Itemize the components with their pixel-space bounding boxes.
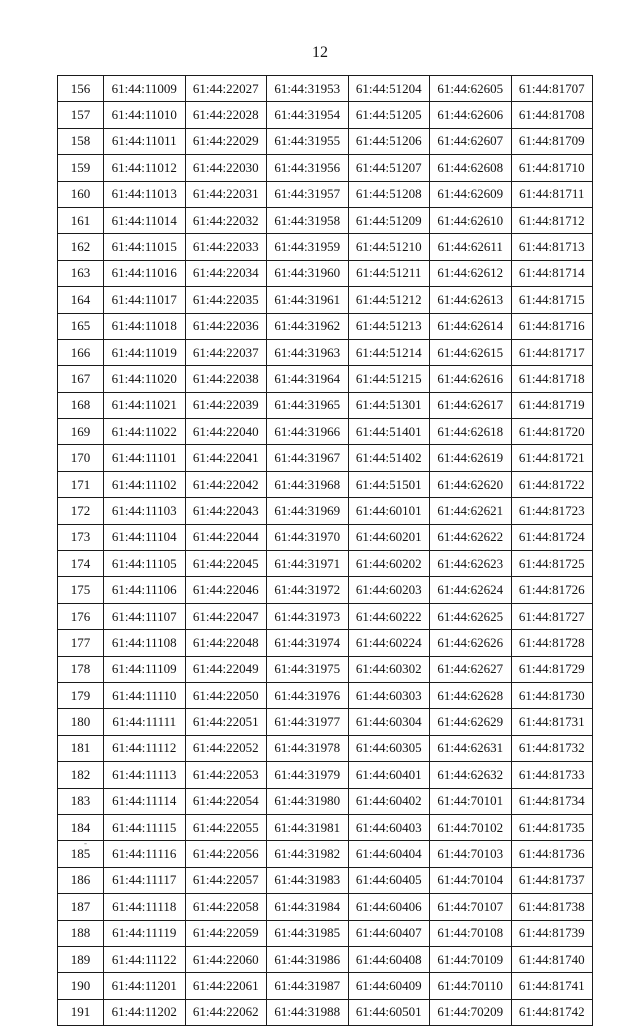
- code-cell: 61:44:62616: [430, 366, 512, 392]
- code-cell: 61:44:81735: [511, 814, 593, 840]
- code-cell: 61:44:81737: [511, 867, 593, 893]
- row-number-cell: 176: [58, 603, 104, 629]
- row-number-cell: 157: [58, 102, 104, 128]
- code-cell: 61:44:22040: [185, 419, 267, 445]
- code-cell: 61:44:81712: [511, 207, 593, 233]
- code-cell: 61:44:22041: [185, 445, 267, 471]
- code-cell: 61:44:51213: [348, 313, 430, 339]
- code-cell: 61:44:81726: [511, 577, 593, 603]
- code-cell: 61:44:22037: [185, 339, 267, 365]
- code-cell: 61:44:51207: [348, 155, 430, 181]
- code-cell: 61:44:11012: [104, 155, 186, 181]
- code-cell: 61:44:81709: [511, 128, 593, 154]
- row-number-cell: 187: [58, 894, 104, 920]
- code-cell: 61:44:81723: [511, 498, 593, 524]
- code-cell: 61:44:70109: [430, 946, 512, 972]
- code-cell: 61:44:22034: [185, 260, 267, 286]
- table-row: [58, 999, 593, 1025]
- code-cell: 61:44:11011: [104, 128, 186, 154]
- code-cell: 61:44:60302: [348, 656, 430, 682]
- code-cell: 61:44:11115: [104, 814, 186, 840]
- code-cell: 61:44:31966: [267, 419, 349, 445]
- table-row: [58, 814, 593, 840]
- code-cell: 61:44:11019: [104, 339, 186, 365]
- code-cell: 61:44:31976: [267, 682, 349, 708]
- code-cell: 61:44:62620: [430, 471, 512, 497]
- code-cell: 61:44:62607: [430, 128, 512, 154]
- code-cell: 61:44:22028: [185, 102, 267, 128]
- code-cell: 61:44:11119: [104, 920, 186, 946]
- code-cell: 61:44:31962: [267, 313, 349, 339]
- code-cell: 61:44:81715: [511, 287, 593, 313]
- table-row: [58, 788, 593, 814]
- table-row: [58, 709, 593, 735]
- code-cell: 61:44:81728: [511, 630, 593, 656]
- code-cell: 61:44:31964: [267, 366, 349, 392]
- table-row: [58, 630, 593, 656]
- code-cell: 61:44:22062: [185, 999, 267, 1025]
- code-cell: 61:44:62626: [430, 630, 512, 656]
- code-cell: 61:44:11108: [104, 630, 186, 656]
- row-number-cell: 162: [58, 234, 104, 260]
- code-cell: 61:44:62611: [430, 234, 512, 260]
- code-cell: 61:44:62623: [430, 551, 512, 577]
- code-cell: 61:44:11113: [104, 762, 186, 788]
- table-body: [58, 76, 593, 1026]
- table-row: [58, 524, 593, 550]
- code-cell: 61:44:31971: [267, 551, 349, 577]
- row-number-cell: 166: [58, 339, 104, 365]
- row-number-cell: 161: [58, 207, 104, 233]
- row-number-cell: 185: [58, 841, 104, 867]
- code-cell: 61:44:81729: [511, 656, 593, 682]
- row-number-cell: 164: [58, 287, 104, 313]
- code-cell: 61:44:62614: [430, 313, 512, 339]
- code-cell: 61:44:51301: [348, 392, 430, 418]
- row-number-cell: 169: [58, 419, 104, 445]
- code-cell: 61:44:62613: [430, 287, 512, 313]
- code-cell: 61:44:62624: [430, 577, 512, 603]
- code-cell: 61:44:11118: [104, 894, 186, 920]
- row-number-cell: 170: [58, 445, 104, 471]
- code-cell: 61:44:51209: [348, 207, 430, 233]
- code-cell: 61:44:60404: [348, 841, 430, 867]
- code-cell: 61:44:31963: [267, 339, 349, 365]
- code-cell: 61:44:51212: [348, 287, 430, 313]
- code-cell: 61:44:11122: [104, 946, 186, 972]
- code-cell: 61:44:31954: [267, 102, 349, 128]
- row-number-cell: 163: [58, 260, 104, 286]
- code-cell: 61:44:22054: [185, 788, 267, 814]
- code-cell: 61:44:81741: [511, 973, 593, 999]
- code-cell: 61:44:22058: [185, 894, 267, 920]
- code-cell: 61:44:31981: [267, 814, 349, 840]
- code-cell: 61:44:81734: [511, 788, 593, 814]
- row-number-cell: 181: [58, 735, 104, 761]
- code-cell: 61:44:22047: [185, 603, 267, 629]
- row-number-cell: 175: [58, 577, 104, 603]
- code-cell: 61:44:11020: [104, 366, 186, 392]
- code-cell: 61:44:60201: [348, 524, 430, 550]
- code-cell: 61:44:22033: [185, 234, 267, 260]
- code-cell: 61:44:62619: [430, 445, 512, 471]
- code-cell: 61:44:22039: [185, 392, 267, 418]
- table-row: [58, 260, 593, 286]
- code-cell: 61:44:11014: [104, 207, 186, 233]
- table-row: [58, 656, 593, 682]
- code-cell: 61:44:11201: [104, 973, 186, 999]
- row-number-cell: 190: [58, 973, 104, 999]
- code-cell: 61:44:81725: [511, 551, 593, 577]
- code-cell: 61:44:11015: [104, 234, 186, 260]
- code-cell: 61:44:31961: [267, 287, 349, 313]
- code-cell: 61:44:51402: [348, 445, 430, 471]
- code-cell: 61:44:62605: [430, 76, 512, 102]
- code-cell: 61:44:22030: [185, 155, 267, 181]
- code-cell: 61:44:11009: [104, 76, 186, 102]
- row-number-cell: 178: [58, 656, 104, 682]
- row-number-cell: 179: [58, 682, 104, 708]
- code-cell: 61:44:11117: [104, 867, 186, 893]
- code-cell: 61:44:81718: [511, 366, 593, 392]
- table-row: [58, 577, 593, 603]
- code-cell: 61:44:31974: [267, 630, 349, 656]
- code-cell: 61:44:51205: [348, 102, 430, 128]
- code-cell: 61:44:11013: [104, 181, 186, 207]
- code-cell: 61:44:62625: [430, 603, 512, 629]
- code-cell: 61:44:60409: [348, 973, 430, 999]
- code-cell: 61:44:81713: [511, 234, 593, 260]
- code-cell: 61:44:11110: [104, 682, 186, 708]
- code-cell: 61:44:62612: [430, 260, 512, 286]
- code-cell: 61:44:62618: [430, 419, 512, 445]
- code-cell: 61:44:62629: [430, 709, 512, 735]
- code-cell: 61:44:11112: [104, 735, 186, 761]
- code-cell: 61:44:60401: [348, 762, 430, 788]
- code-cell: 61:44:81730: [511, 682, 593, 708]
- code-cell: 61:44:81740: [511, 946, 593, 972]
- code-cell: 61:44:31958: [267, 207, 349, 233]
- code-cell: 61:44:70108: [430, 920, 512, 946]
- code-cell: 61:44:31983: [267, 867, 349, 893]
- code-cell: 61:44:31987: [267, 973, 349, 999]
- code-cell: 61:44:62621: [430, 498, 512, 524]
- row-number-cell: 173: [58, 524, 104, 550]
- code-cell: 61:44:11111: [104, 709, 186, 735]
- row-number-cell: 183: [58, 788, 104, 814]
- code-cell: 61:44:22035: [185, 287, 267, 313]
- code-cell: 61:44:22036: [185, 313, 267, 339]
- code-cell: 61:44:81736: [511, 841, 593, 867]
- code-cell: 61:44:60222: [348, 603, 430, 629]
- code-cell: 61:44:22048: [185, 630, 267, 656]
- code-cell: 61:44:70209: [430, 999, 512, 1025]
- row-number-cell: 165: [58, 313, 104, 339]
- code-cell: 61:44:81717: [511, 339, 593, 365]
- code-cell: 61:44:22049: [185, 656, 267, 682]
- code-cell: 61:44:70104: [430, 867, 512, 893]
- code-cell: 61:44:31970: [267, 524, 349, 550]
- table-row: [58, 207, 593, 233]
- cadastral-quarters-table: [57, 75, 593, 1026]
- code-cell: 61:44:31955: [267, 128, 349, 154]
- code-cell: 61:44:11103: [104, 498, 186, 524]
- code-cell: 61:44:81742: [511, 999, 593, 1025]
- row-number-cell: 156: [58, 76, 104, 102]
- code-cell: 61:44:11107: [104, 603, 186, 629]
- code-cell: 61:44:11109: [104, 656, 186, 682]
- code-cell: 61:44:11101: [104, 445, 186, 471]
- table-row: [58, 471, 593, 497]
- code-cell: 61:44:62615: [430, 339, 512, 365]
- code-cell: 61:44:62617: [430, 392, 512, 418]
- code-cell: 61:44:31967: [267, 445, 349, 471]
- code-cell: 61:44:60101: [348, 498, 430, 524]
- row-number-cell: 182: [58, 762, 104, 788]
- code-cell: 61:44:51208: [348, 181, 430, 207]
- code-cell: 61:44:22027: [185, 76, 267, 102]
- code-cell: 61:44:31979: [267, 762, 349, 788]
- code-cell: 61:44:81714: [511, 260, 593, 286]
- code-cell: 61:44:22032: [185, 207, 267, 233]
- code-cell: 61:44:51215: [348, 366, 430, 392]
- code-cell: 61:44:22055: [185, 814, 267, 840]
- code-cell: 61:44:22060: [185, 946, 267, 972]
- stray-mark: ‑: [84, 838, 87, 848]
- code-cell: 61:44:62606: [430, 102, 512, 128]
- code-cell: 61:44:31969: [267, 498, 349, 524]
- code-cell: 61:44:60224: [348, 630, 430, 656]
- table-row: [58, 155, 593, 181]
- code-cell: 61:44:81722: [511, 471, 593, 497]
- row-number-cell: 160: [58, 181, 104, 207]
- table-row: [58, 551, 593, 577]
- code-cell: 61:44:22052: [185, 735, 267, 761]
- code-cell: 61:44:81739: [511, 920, 593, 946]
- code-cell: 61:44:81727: [511, 603, 593, 629]
- table-row: [58, 366, 593, 392]
- row-number-cell: 184: [58, 814, 104, 840]
- table-row: [58, 603, 593, 629]
- row-number-cell: 171: [58, 471, 104, 497]
- code-cell: 61:44:11022: [104, 419, 186, 445]
- code-cell: 61:44:22053: [185, 762, 267, 788]
- code-cell: 61:44:70110: [430, 973, 512, 999]
- row-number-cell: 180: [58, 709, 104, 735]
- code-cell: 61:44:62631: [430, 735, 512, 761]
- code-cell: 61:44:22046: [185, 577, 267, 603]
- code-cell: 61:44:81724: [511, 524, 593, 550]
- code-cell: 61:44:31959: [267, 234, 349, 260]
- code-cell: 61:44:22051: [185, 709, 267, 735]
- code-cell: 61:44:22050: [185, 682, 267, 708]
- code-cell: 61:44:31978: [267, 735, 349, 761]
- code-cell: 61:44:70103: [430, 841, 512, 867]
- table-row: [58, 946, 593, 972]
- row-number-cell: 158: [58, 128, 104, 154]
- code-cell: 61:44:81708: [511, 102, 593, 128]
- table-row: [58, 973, 593, 999]
- code-cell: 61:44:51210: [348, 234, 430, 260]
- code-cell: 61:44:11017: [104, 287, 186, 313]
- code-cell: 61:44:60408: [348, 946, 430, 972]
- code-cell: 61:44:22042: [185, 471, 267, 497]
- code-cell: 61:44:70101: [430, 788, 512, 814]
- table-row: [58, 841, 593, 867]
- row-number-cell: 186: [58, 867, 104, 893]
- table-row: [58, 498, 593, 524]
- table-row: [58, 128, 593, 154]
- table-row: [58, 735, 593, 761]
- code-cell: 61:44:31986: [267, 946, 349, 972]
- code-cell: 61:44:31957: [267, 181, 349, 207]
- code-cell: 61:44:70102: [430, 814, 512, 840]
- code-cell: 61:44:22044: [185, 524, 267, 550]
- code-cell: 61:44:11116: [104, 841, 186, 867]
- code-cell: 61:44:51206: [348, 128, 430, 154]
- code-cell: 61:44:70107: [430, 894, 512, 920]
- table-row: [58, 102, 593, 128]
- table-row: [58, 920, 593, 946]
- code-cell: 61:44:81711: [511, 181, 593, 207]
- code-cell: 61:44:11010: [104, 102, 186, 128]
- code-cell: 61:44:62632: [430, 762, 512, 788]
- code-cell: 61:44:31975: [267, 656, 349, 682]
- code-cell: 61:44:51204: [348, 76, 430, 102]
- code-cell: 61:44:60406: [348, 894, 430, 920]
- code-cell: 61:44:62628: [430, 682, 512, 708]
- code-cell: 61:44:31973: [267, 603, 349, 629]
- code-cell: 61:44:11202: [104, 999, 186, 1025]
- row-number-cell: 168: [58, 392, 104, 418]
- table-row: [58, 76, 593, 102]
- code-cell: 61:44:62627: [430, 656, 512, 682]
- row-number-cell: 167: [58, 366, 104, 392]
- code-cell: 61:44:60203: [348, 577, 430, 603]
- row-number-cell: 191: [58, 999, 104, 1025]
- code-cell: 61:44:51401: [348, 419, 430, 445]
- code-cell: 61:44:22029: [185, 128, 267, 154]
- row-number-cell: 189: [58, 946, 104, 972]
- code-cell: 61:44:31965: [267, 392, 349, 418]
- code-cell: 61:44:60305: [348, 735, 430, 761]
- code-cell: 61:44:31968: [267, 471, 349, 497]
- code-cell: 61:44:31977: [267, 709, 349, 735]
- code-cell: 61:44:22043: [185, 498, 267, 524]
- code-cell: 61:44:60402: [348, 788, 430, 814]
- code-cell: 61:44:11106: [104, 577, 186, 603]
- code-cell: 61:44:81738: [511, 894, 593, 920]
- code-cell: 61:44:11021: [104, 392, 186, 418]
- table-row: [58, 234, 593, 260]
- code-cell: 61:44:11018: [104, 313, 186, 339]
- table-row: [58, 762, 593, 788]
- table-row: [58, 419, 593, 445]
- code-cell: 61:44:62609: [430, 181, 512, 207]
- code-cell: 61:44:60202: [348, 551, 430, 577]
- code-cell: 61:44:60405: [348, 867, 430, 893]
- code-cell: 61:44:22061: [185, 973, 267, 999]
- code-cell: 61:44:81731: [511, 709, 593, 735]
- code-cell: 61:44:31953: [267, 76, 349, 102]
- code-cell: 61:44:11114: [104, 788, 186, 814]
- code-cell: 61:44:31982: [267, 841, 349, 867]
- table-row: [58, 867, 593, 893]
- code-cell: 61:44:81707: [511, 76, 593, 102]
- code-cell: 61:44:60407: [348, 920, 430, 946]
- code-cell: 61:44:81720: [511, 419, 593, 445]
- code-cell: 61:44:81732: [511, 735, 593, 761]
- code-cell: 61:44:31956: [267, 155, 349, 181]
- code-cell: 61:44:81719: [511, 392, 593, 418]
- table-row: [58, 682, 593, 708]
- code-cell: 61:44:22056: [185, 841, 267, 867]
- row-number-cell: 177: [58, 630, 104, 656]
- code-cell: 61:44:31960: [267, 260, 349, 286]
- code-cell: 61:44:31988: [267, 999, 349, 1025]
- code-cell: 61:44:60501: [348, 999, 430, 1025]
- code-cell: 61:44:81721: [511, 445, 593, 471]
- code-cell: 61:44:51211: [348, 260, 430, 286]
- code-cell: 61:44:22057: [185, 867, 267, 893]
- row-number-cell: 174: [58, 551, 104, 577]
- code-cell: 61:44:62608: [430, 155, 512, 181]
- table-row: [58, 894, 593, 920]
- code-cell: 61:44:11016: [104, 260, 186, 286]
- page-number: 12: [312, 44, 328, 61]
- row-number-cell: 188: [58, 920, 104, 946]
- code-cell: 61:44:81733: [511, 762, 593, 788]
- code-cell: 61:44:51501: [348, 471, 430, 497]
- code-cell: 61:44:31985: [267, 920, 349, 946]
- code-cell: 61:44:11104: [104, 524, 186, 550]
- table-row: [58, 392, 593, 418]
- code-cell: 61:44:62610: [430, 207, 512, 233]
- row-number-cell: 172: [58, 498, 104, 524]
- code-cell: 61:44:62622: [430, 524, 512, 550]
- code-cell: 61:44:22059: [185, 920, 267, 946]
- code-cell: 61:44:31984: [267, 894, 349, 920]
- code-cell: 61:44:22031: [185, 181, 267, 207]
- code-cell: 61:44:81716: [511, 313, 593, 339]
- table-row: [58, 287, 593, 313]
- table-row: [58, 181, 593, 207]
- code-cell: 61:44:22045: [185, 551, 267, 577]
- table-row: [58, 313, 593, 339]
- code-cell: 61:44:22038: [185, 366, 267, 392]
- table-row: [58, 339, 593, 365]
- code-cell: 61:44:60303: [348, 682, 430, 708]
- table-row: [58, 445, 593, 471]
- code-cell: 61:44:31980: [267, 788, 349, 814]
- code-cell: 61:44:60403: [348, 814, 430, 840]
- row-number-cell: 159: [58, 155, 104, 181]
- code-cell: 61:44:11102: [104, 471, 186, 497]
- code-cell: 61:44:31972: [267, 577, 349, 603]
- code-cell: 61:44:11105: [104, 551, 186, 577]
- code-cell: 61:44:60304: [348, 709, 430, 735]
- code-cell: 61:44:51214: [348, 339, 430, 365]
- code-cell: 61:44:81710: [511, 155, 593, 181]
